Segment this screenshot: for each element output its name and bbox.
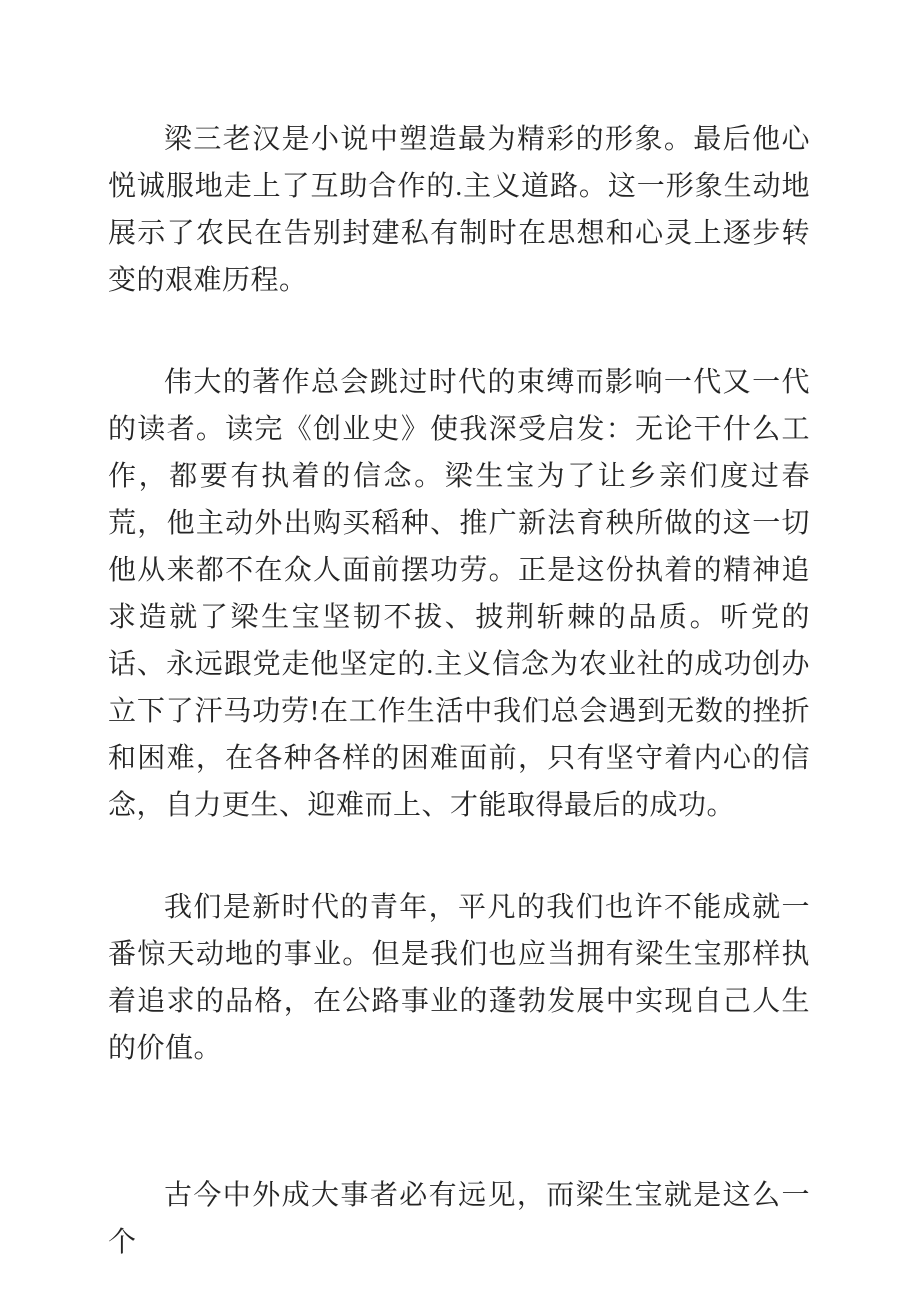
paragraph-new-era-youth: 我们是新时代的青年，平凡的我们也许不能成就一番惊天动地的事业。但是我们也应当拥有梁生宝那样执着追求的品格，在公路事业的蓬勃发展中实现自己人生的价值。 [108, 892, 810, 1064]
paragraph-great-works-inspiration: 伟大的著作总会跳过时代的束缚而影响一代又一代的读者。读完《创业史》使我深受启发：无论干什么工作，都要有执着的信念。梁生宝为了让乡亲们度过春荒，他主动外出购买稻种、推广新法育秧所做的这一切他从来都不在众人面前摆功劳。正是这份执着的精神追求造就了梁生宝坚韧不拔、披荆斩棘的品质。听党的话、永远跟党走他坚定的.主义信念为农业社的成功创办立下了汗马功劳!在工作生活中我们总会遇到无数的挫折和困难，在各种各样的困难面前，只有坚守着内心的信念，自力更生、迎难而上、才能取得最后的成功。 [108, 367, 810, 821]
paragraph-liang-san-lao-han: 梁三老汉是小说中塑造最为精彩的形象。最后他心悦诚服地走上了互助合作的.主义道路。这一形象生动地展示了农民在告别封建私有制时在思想和心灵上逐步转变的艰难历程。 [108, 124, 810, 296]
paragraph-foresight-truncated: 古今中外成大事者必有远见，而梁生宝就是这么一个 [108, 1180, 810, 1258]
